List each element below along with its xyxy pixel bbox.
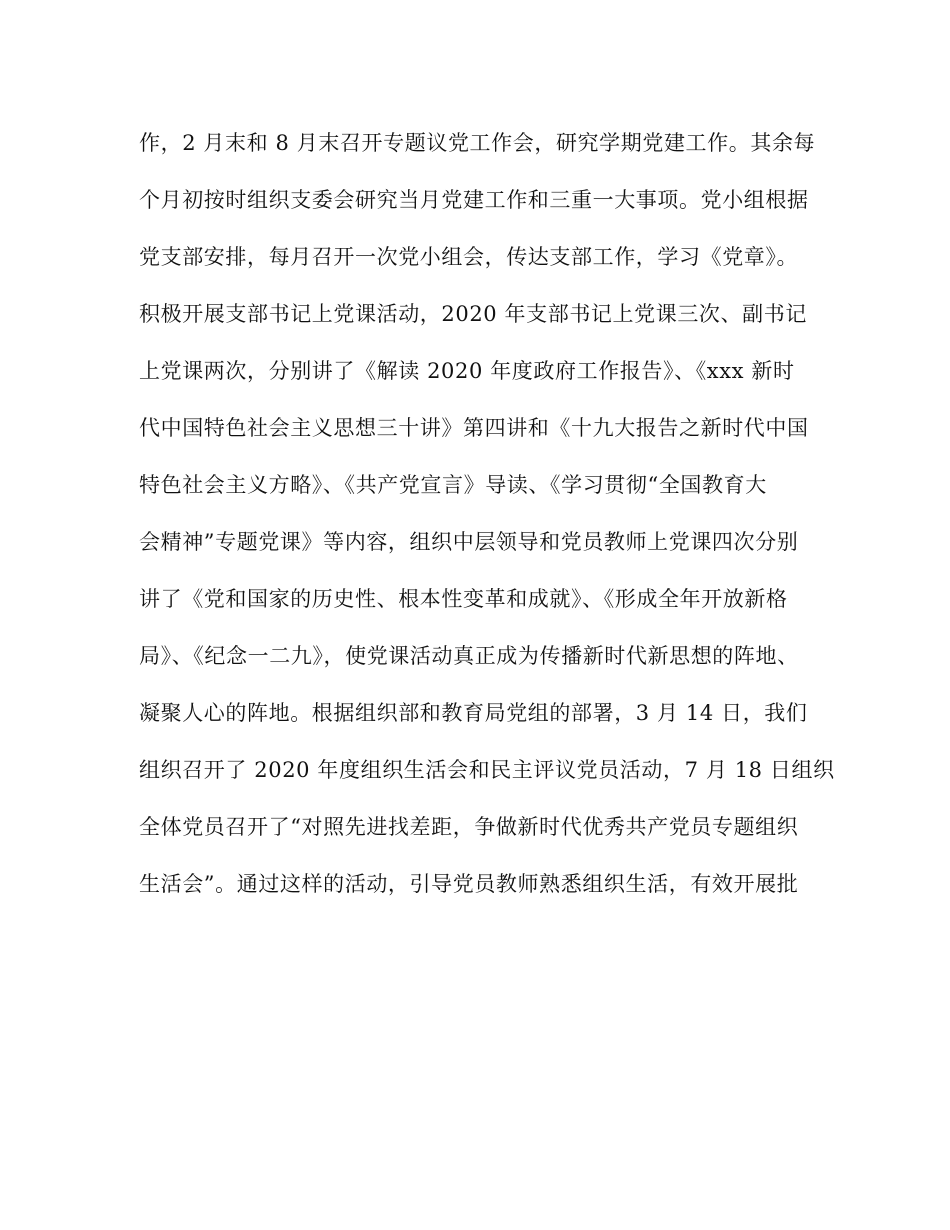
text-line: 代中国特色社会主义思想三十讲》第四讲和《十九大报告之新时代中国 <box>139 415 809 440</box>
text-line: 讲了《党和国家的历史性、根本性变革和成就》、《形成全年开放新格 <box>139 586 788 611</box>
text-line: 会精神”专题党课》等内容，组织中层领导和党员教师上党课四次分别 <box>139 529 799 554</box>
text-line: 作，2 月末和 8 月末召开专题议党工作会，研究学期党建工作。其余每 <box>139 131 816 155</box>
text-line: 个月初按时组织支委会研究当月党建工作和三重一大事项。党小组根据 <box>139 187 809 212</box>
text-line: 生活会”。通过这样的活动，引导党员教师熟悉组织生活，有效开展批 <box>139 871 799 896</box>
text-line: 上党课两次，分别讲了《解读 2020 年度政府工作报告》、《xxx 新时 <box>139 358 795 383</box>
body-text <box>139 121 839 919</box>
text-line: 凝聚人心的阵地。根据组织部和教育局党组的部署，3 月 14 日，我们 <box>139 700 808 725</box>
text-line: 积极开展支部书记上党课活动，2020 年支部书记上党课三次、副书记 <box>139 301 807 326</box>
text-line: 局》、《纪念一二九》，使党课活动真正成为传播新时代新思想的阵地、 <box>139 643 799 668</box>
text-line: 党支部安排，每月召开一次党小组会，传达支部工作，学习《党章》。 <box>139 244 799 269</box>
text-line: 特色社会主义方略》、《共产党宣言》导读、《学习贯彻“全国教育大 <box>139 472 767 497</box>
text-line: 全体党员召开了“对照先进找差距，争做新时代优秀共产党员专题组织 <box>139 814 799 839</box>
text-line: 组织召开了 2020 年度组织生活会和民主评议党员活动，7 月 18 日组织 <box>139 757 835 782</box>
